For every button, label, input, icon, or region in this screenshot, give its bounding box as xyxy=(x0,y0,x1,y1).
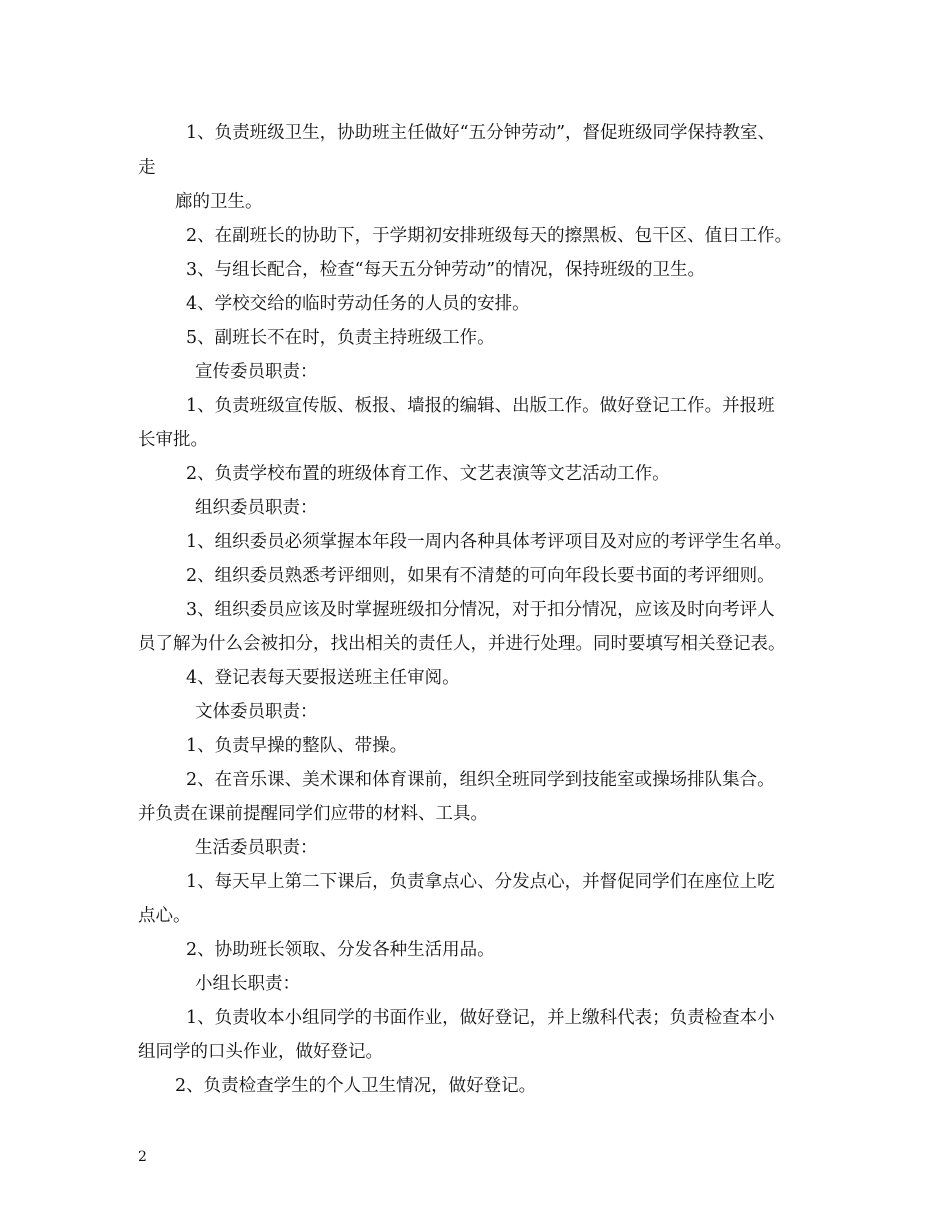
text-line: 2、负责学校布置的班级体育工作、文艺表演等文艺活动工作。 xyxy=(186,464,670,484)
text-line: 2、在副班长的协助下，于学期初安排班级每天的擦黑板、包干区、值日工作。 xyxy=(186,226,793,246)
text-line: 走 xyxy=(138,158,156,178)
section-heading: 小组长职责： xyxy=(195,974,300,994)
text-line: 2、负责检查学生的个人卫生情况，做好登记。 xyxy=(175,1076,537,1096)
section-heading: 宣传委员职责： xyxy=(195,362,318,382)
text-line: 1、负责早操的整队、带操。 xyxy=(186,736,408,756)
text-line: 廊的卫生。 xyxy=(175,192,263,212)
text-line: 3、组织委员应该及时掌握班级扣分情况，对于扣分情况，应该及时向考评人 xyxy=(186,600,775,620)
text-line: 1、每天早上第二下课后，负责拿点心、分发点心，并督促同学们在座位上吃 xyxy=(186,872,775,892)
section-heading: 生活委员职责： xyxy=(195,838,318,858)
section-heading: 组织委员职责： xyxy=(195,498,318,518)
text-line: 点心。 xyxy=(138,906,191,926)
text-line: 2、在音乐课、美术课和体育课前，组织全班同学到技能室或操场排队集合。 xyxy=(186,770,775,790)
text-line: 1、负责班级卫生，协助班主任做好“五分钟劳动”，督促班级同学保持教室、 xyxy=(186,123,776,143)
text-line: 1、负责收本小组同学的书面作业，做好登记，并上缴科代表；负责检查本小 xyxy=(186,1008,775,1028)
text-line: 组同学的口头作业，做好登记。 xyxy=(138,1042,383,1062)
text-line: 1、组织委员必须掌握本年段一周内各种具体考评项目及对应的考评学生名单。 xyxy=(186,532,793,552)
text-line: 2、协助班长领取、分发各种生活用品。 xyxy=(186,940,495,960)
text-line: 员了解为什么会被扣分，找出相关的责任人，并进行处理。同时要填写相关登记表。 xyxy=(138,634,786,654)
text-line: 5、副班长不在时，负责主持班级工作。 xyxy=(186,328,495,348)
text-line: 3、与组长配合，检查“每天五分钟劳动”的情况，保持班级的卫生。 xyxy=(186,260,706,280)
text-line: 并负责在课前提醒同学们应带的材料、工具。 xyxy=(138,804,488,824)
section-heading: 文体委员职责： xyxy=(195,702,318,722)
text-line: 1、负责班级宣传版、板报、墙报的编辑、出版工作。做好登记工作。并报班 xyxy=(186,396,775,416)
text-line: 长审批。 xyxy=(138,430,208,450)
page-number: 2 xyxy=(138,1149,147,1165)
text-line: 4、学校交给的临时劳动任务的人员的安排。 xyxy=(186,294,530,314)
text-line: 4、登记表每天要报送班主任审阅。 xyxy=(186,668,460,688)
text-line: 2、组织委员熟悉考评细则，如果有不清楚的可向年段长要书面的考评细则。 xyxy=(186,566,775,586)
